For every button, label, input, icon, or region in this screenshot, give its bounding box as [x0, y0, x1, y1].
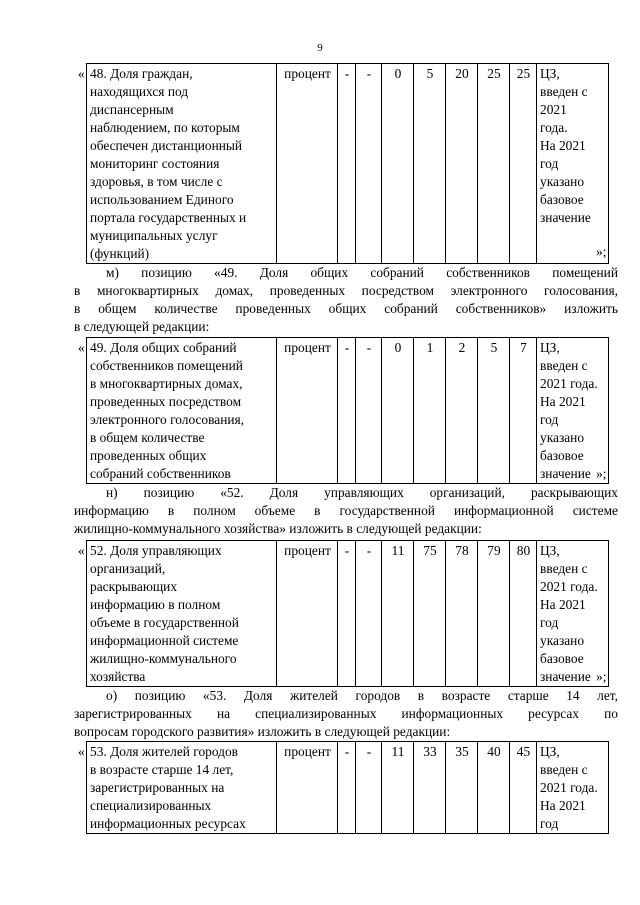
- note-line: введен с: [540, 358, 588, 373]
- dash-cell: -: [338, 64, 356, 264]
- paragraph-line: н) позицию «52. Доля управляющих организаций, раскрывающих: [106, 485, 618, 500]
- value-cell: 11: [382, 742, 414, 834]
- indicator-table: [86, 63, 609, 264]
- indicator-name-line: муниципальных услуг: [90, 228, 218, 243]
- value-cell: 7: [510, 338, 537, 484]
- indicator-name-cell: [87, 541, 277, 687]
- opening-quote: «: [78, 543, 85, 558]
- note-line: указано: [540, 174, 585, 189]
- paragraph-n: [74, 484, 618, 538]
- note-line: 2021 года.: [540, 780, 598, 795]
- indicator-name-line: собраний собственников: [90, 466, 231, 481]
- unit-cell: процент: [277, 64, 338, 264]
- table-row: [87, 742, 609, 834]
- note-line: На 2021: [540, 597, 586, 612]
- paragraph-line: жилищно-коммунального хозяйства» изложить в следующей редакции:: [74, 521, 482, 536]
- note-line: ЦЗ,: [540, 340, 560, 355]
- note-line: базовое: [540, 192, 584, 207]
- paragraph-line: в многоквартирных домах, проведенных посредством электронного голосования,: [74, 283, 618, 298]
- paragraph-line: о) позицию «53. Доля жителей городов в возрасте старше 14 лет,: [106, 688, 618, 703]
- value-cell: 80: [510, 541, 537, 687]
- indicator-name-line: в многоквартирных домах,: [90, 376, 243, 391]
- value-cell: 78: [446, 541, 478, 687]
- indicator-name-line: использованием Единого: [90, 192, 234, 207]
- note-line: ЦЗ,: [540, 543, 560, 558]
- dash-cell: -: [356, 64, 382, 264]
- indicator-table: [86, 741, 609, 834]
- note-cell: [537, 541, 609, 687]
- note-line: 2021 года.: [540, 579, 598, 594]
- indicator-name-line: 52. Доля управляющих: [90, 543, 222, 558]
- closing-quote: »;: [596, 669, 607, 684]
- note-line: значение: [540, 466, 591, 481]
- note-line: 2021 года.: [540, 376, 598, 391]
- indicator-name-line: информацию в полном: [90, 597, 221, 612]
- note-line: ЦЗ,: [540, 744, 560, 759]
- note-line: значение: [540, 210, 591, 225]
- position-48-block: [74, 63, 618, 261]
- indicator-name-line: зарегистрированных на: [90, 780, 225, 795]
- indicator-name-line: 48. Доля граждан,: [90, 66, 193, 81]
- indicator-name-line: проведенных общих: [90, 448, 207, 463]
- unit-cell: процент: [277, 338, 338, 484]
- unit-cell: процент: [277, 742, 338, 834]
- note-line: значение: [540, 669, 591, 684]
- indicator-name-line: электронного голосования,: [90, 412, 245, 427]
- position-49-block: [74, 337, 618, 483]
- indicator-table: [86, 337, 609, 484]
- note-line: базовое: [540, 448, 584, 463]
- position-53-block: [74, 741, 618, 833]
- indicator-name-line: (функций): [90, 246, 150, 261]
- indicator-name-line: 49. Доля общих собраний: [90, 340, 237, 355]
- indicator-name-line: раскрывающих: [90, 579, 178, 594]
- value-cell: 2: [446, 338, 478, 484]
- opening-quote: «: [78, 340, 85, 355]
- indicator-name-line: портала государственных и: [90, 210, 247, 225]
- dash-cell: -: [338, 338, 356, 484]
- paragraph-line: в общем количестве проведенных общих собраний собственников» изложить: [74, 301, 618, 316]
- opening-quote: «: [78, 744, 85, 759]
- dash-cell: -: [356, 338, 382, 484]
- indicator-name-cell: [87, 338, 277, 484]
- paragraph-line: м) позицию «49. Доля общих собраний собственников помещений: [106, 265, 618, 280]
- indicator-name-line: проведенных посредством: [90, 394, 242, 409]
- dash-cell: -: [338, 742, 356, 834]
- indicator-table: [86, 540, 609, 687]
- note-line: введен с: [540, 561, 588, 576]
- note-cell: [537, 64, 609, 264]
- table-row: [87, 64, 609, 264]
- note-line: введен с: [540, 762, 588, 777]
- note-line: ЦЗ,: [540, 66, 560, 81]
- indicator-name-line: жилищно-коммунального: [90, 651, 237, 666]
- dash-cell: -: [356, 742, 382, 834]
- indicator-name-line: здоровья, в том числе с: [90, 174, 223, 189]
- note-line: На 2021: [540, 798, 586, 813]
- value-cell: 5: [414, 64, 446, 264]
- indicator-name-line: собственников помещений: [90, 358, 243, 373]
- indicator-name-line: хозяйства: [90, 669, 146, 684]
- note-line: год: [540, 412, 559, 427]
- value-cell: 25: [478, 64, 510, 264]
- note-line: 2021: [540, 102, 567, 117]
- closing-quote: »;: [596, 244, 607, 259]
- indicator-name-cell: [87, 64, 277, 264]
- paragraph-line: в следующей редакции:: [74, 319, 210, 334]
- indicator-name-line: специализированных: [90, 798, 212, 813]
- note-line: На 2021: [540, 394, 586, 409]
- closing-quote: »;: [596, 466, 607, 481]
- position-52-block: [74, 540, 618, 686]
- indicator-name-line: организаций,: [90, 561, 166, 576]
- indicator-name-cell: [87, 742, 277, 834]
- indicator-name-line: мониторинг состояния: [90, 156, 220, 171]
- paragraph-o: [74, 687, 618, 741]
- value-cell: 35: [446, 742, 478, 834]
- opening-quote: «: [78, 66, 85, 81]
- note-cell: [537, 742, 609, 834]
- table-row: [87, 338, 609, 484]
- dash-cell: -: [356, 541, 382, 687]
- value-cell: 25: [510, 64, 537, 264]
- paragraph-line: вопросам городского развития» изложить в следующей редакции:: [74, 724, 451, 739]
- note-cell: [537, 338, 609, 484]
- note-line: года.: [540, 120, 568, 135]
- dash-cell: -: [338, 541, 356, 687]
- unit-cell: процент: [277, 541, 338, 687]
- value-cell: 1: [414, 338, 446, 484]
- value-cell: 20: [446, 64, 478, 264]
- note-line: указано: [540, 633, 585, 648]
- value-cell: 11: [382, 541, 414, 687]
- note-line: год: [540, 615, 559, 630]
- indicator-name-line: наблюдением, по которым: [90, 120, 240, 135]
- paragraph-line: информацию в полном объеме в государственной информационной системе: [74, 503, 618, 518]
- note-line: указано: [540, 430, 585, 445]
- note-line: год: [540, 816, 559, 831]
- note-line: год: [540, 156, 559, 171]
- indicator-name-line: 53. Доля жителей городов: [90, 744, 238, 759]
- value-cell: 40: [478, 742, 510, 834]
- value-cell: 0: [382, 338, 414, 484]
- table-row: [87, 541, 609, 687]
- page-number: 9: [317, 42, 323, 54]
- note-line: На 2021: [540, 138, 586, 153]
- indicator-name-line: информационной системе: [90, 633, 239, 648]
- note-line: введен с: [540, 84, 588, 99]
- indicator-name-line: находящихся под: [90, 84, 189, 99]
- indicator-name-line: в общем количестве: [90, 430, 205, 445]
- value-cell: 79: [478, 541, 510, 687]
- value-cell: 0: [382, 64, 414, 264]
- value-cell: 75: [414, 541, 446, 687]
- paragraph-m: [74, 264, 618, 336]
- indicator-name-line: диспансерным: [90, 102, 174, 117]
- indicator-name-line: информационных ресурсах: [90, 816, 246, 831]
- value-cell: 33: [414, 742, 446, 834]
- indicator-name-line: в возрасте старше 14 лет,: [90, 762, 234, 777]
- indicator-name-line: обеспечен дистанционный: [90, 138, 243, 153]
- value-cell: 45: [510, 742, 537, 834]
- paragraph-line: зарегистрированных на специализированных информационных ресурсах по: [74, 706, 618, 721]
- value-cell: 5: [478, 338, 510, 484]
- indicator-name-line: объеме в государственной: [90, 615, 239, 630]
- note-line: базовое: [540, 651, 584, 666]
